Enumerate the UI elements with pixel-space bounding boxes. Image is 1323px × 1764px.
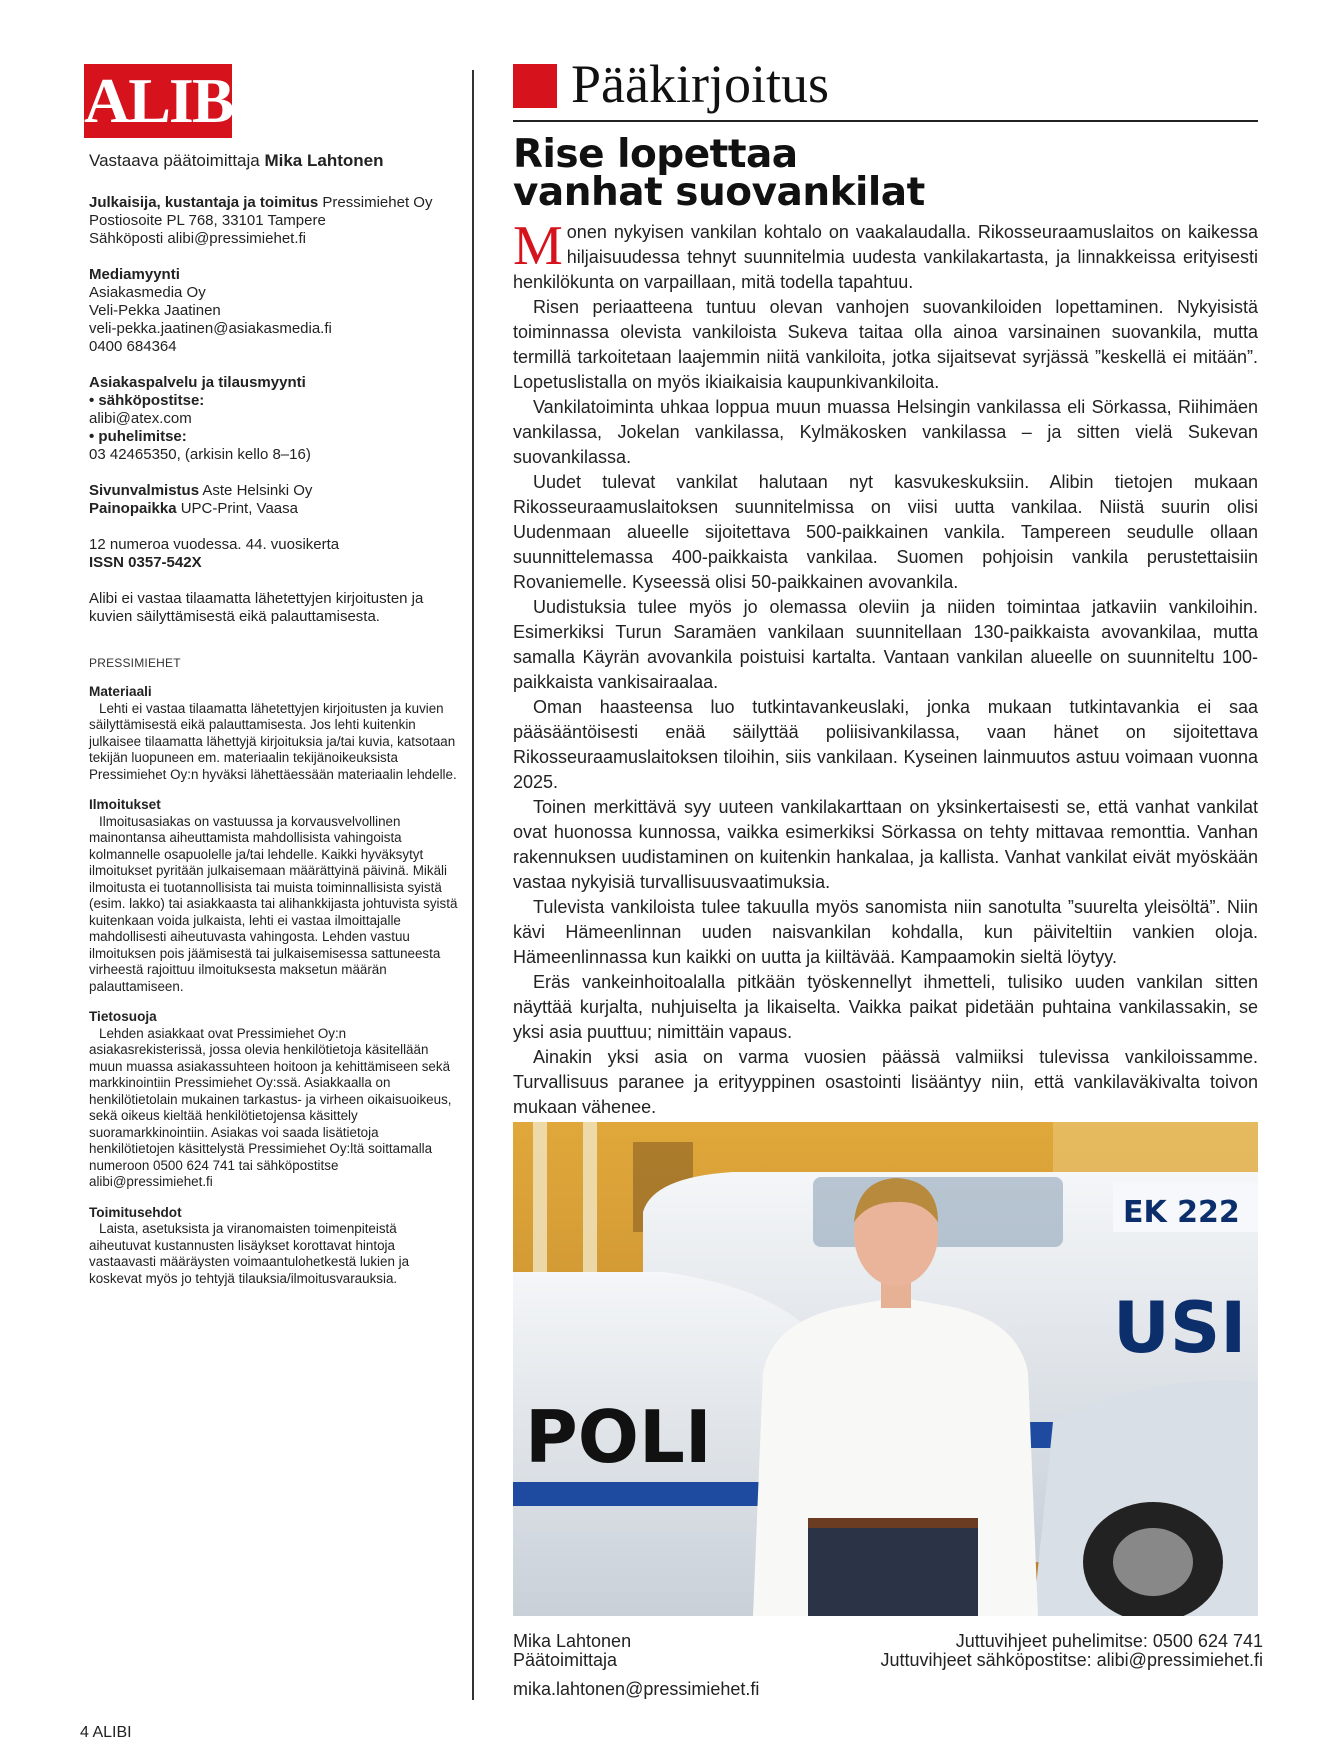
editor-line bbox=[89, 150, 459, 172]
section-header bbox=[513, 56, 1258, 122]
section-title: Pääkirjoitus bbox=[571, 54, 829, 114]
terms-section-ads bbox=[89, 797, 459, 995]
terms-section-delivery bbox=[89, 1205, 459, 1288]
article-paragraph: Oman haasteensa luo tutkintavankeuslaki, jonka mukaan tutkintavankia ei saa pääsääntöisesti enää säilyttää poliisivankilassa, vaan hänet on sijoitettava Rikosseuraamuslaitoksen tiloihin, siis vankilaan. Kyseinen lainmuutos astuu voimaan vuonna 2025. bbox=[513, 697, 1258, 792]
caption-name: Mika Lahtonen bbox=[513, 1631, 632, 1651]
headline-line-2: vanhat suovankilat bbox=[513, 170, 925, 215]
column-divider bbox=[472, 70, 474, 1700]
service-email: alibi@atex.com bbox=[89, 410, 192, 427]
caption-title: Päätoimittaja bbox=[513, 1650, 618, 1670]
section-title: Materiaali bbox=[89, 684, 152, 699]
pressimiehet-heading: PRESSIMIEHET bbox=[89, 656, 181, 670]
media-email: veli-pekka.jaatinen@asiakasmedia.fi bbox=[89, 320, 332, 337]
news-tips bbox=[873, 1632, 1263, 1670]
van-side-text: USI bbox=[1113, 1287, 1247, 1369]
article-paragraph: Risen periaatteena tuntuu olevan vanhojen suovankiloiden lopettaminen. Nykyisistä toiminnassa olevista vankiloista Sukeva taitaa olla ainoa varsinainen suovankila, mutta termillä tarkoitetaan laajemmin niitä vankiloita, jotka sijaitsevat syrjässä ”keskellä ei mitään”. Lopetuslistalla on myös ikiaikaisia kaupunkivankiloita. bbox=[513, 297, 1258, 392]
print-value: UPC-Print, Vaasa bbox=[176, 500, 298, 517]
layout-value: Aste Helsinki Oy bbox=[199, 482, 313, 499]
terms-section-privacy bbox=[89, 1009, 459, 1191]
publisher-block bbox=[89, 194, 459, 248]
article-paragraph: Ainakin yksi asia on varma vuosien päässä valmiiksi tulevissa vankiloissamme. Turvallisuus paranee ja erityyppinen osastointi lisääntyy niin, että vankilaväkivalta toivon mukaan vähenee. bbox=[513, 1047, 1258, 1117]
service-email-label: • sähköpostitse: bbox=[89, 392, 205, 409]
caption-email-link[interactable]: mika.lahtonen@pressimiehet.fi bbox=[513, 1679, 760, 1699]
publisher-email: Sähköposti alibi@pressimiehet.fi bbox=[89, 230, 306, 247]
article-paragraph: Tulevista vankiloista tulee takuulla myös sanomista niin sanotulta ”suurelta yleisöltä”. Niin kävi Hämeenlinnan uuden naisvankilan kohdalla, kun päiviteltiin vankien oloja. Hämeenlinnassa kun kaikki on uutta ja kiiltävää. Kampaamokin sieltä löytyy. bbox=[513, 897, 1258, 967]
paragraph-text: onen nykyisen vankilan kohtalo on vaakalaudalla. Rikosseuraamuslaitos on kaikessa hiljaisuudessa tehnyt suunnitelmia uudesta vankilakartasta, ja linnakkeissa erityisesti henkilökunta on varpaillaan, mitä todella tapahtuu. bbox=[513, 222, 1258, 292]
media-label: Mediamyynti bbox=[89, 266, 180, 283]
article-paragraph: Vankilatoiminta uhkaa loppua muun muassa Helsingin vankilassa eli Sörkassa, Riihimäen vankilassa, Jokelan vankilassa, Kylmäkosken vankilassa – ja sitten vielä Sukevan suovankilassa. bbox=[513, 397, 1258, 467]
service-phone-label: • puhelimitse: bbox=[89, 428, 187, 445]
section-title: Tietosuoja bbox=[89, 1009, 157, 1024]
article-paragraph bbox=[513, 215, 1258, 295]
issues-per-year: 12 numeroa vuodessa. 44. vuosikerta bbox=[89, 536, 340, 553]
disclaimer: Alibi ei vastaa tilaamatta lähetettyjen kirjoitusten ja kuvien säilyttämisestä eikä palauttamisesta. bbox=[89, 590, 424, 625]
section-text: Ilmoitusasiakas on vastuussa ja korvausvelvollinen mainontansa aiheuttamista mahdollisista vahingoista kolmannelle osapuolelle ja/tai lehdelle. Kaikki hyväksytyt ilmoitukset pyritään julkaisemaan määrättyinä päivinä. Mikäli ilmoitusta ei tuotannollisista tai muista toiminnallisista syistä (esim. lakko) tai asiakkaasta tai alihankkijasta johtuvista syistä kuitenkaan voida julkaista, lehti ei vastaa ilmoittajalle mahdollisesti aiheutuvasta vahingosta. Lehden vastuu ilmoituksen pois jäämisestä tai julkaisemisessa sattuneesta virheestä rajoittuu ilmoituksesta maksetun määrän palauttamiseen. bbox=[89, 813, 458, 994]
section-text: Lehden asiakkaat ovat Pressimiehet Oy:n asiakasrekisterissä, jossa olevia henkilötietoja käsitellään muun muassa asiakassuhteen hoitoon ja kehittämiseen sekä markkinointiin Pressimiehet Oy:ssä. Asiakkaalla on henkilötietolain mukainen tarkastus- ja virheen oikaisuoikeus, sekä oikeus kieltää henkilötietojensa käsittely suoramarkkinointiin. Asiakas voi saada lisätietoja henkilötietojen käsittelystä Pressimiehet Oy:ltä soittamalla numeroon 0500 624 741 tai sähköpostitse alibi@pressimiehet.fi bbox=[89, 1025, 452, 1189]
customer-service-block bbox=[89, 374, 459, 464]
red-square-marker bbox=[513, 64, 557, 108]
page-footer: 4 ALIBI bbox=[80, 1724, 132, 1741]
section-text: Laista, asetuksista ja viranomaisten toimenpiteistä aiheutuvat kustannusten lisäykset korottavat hintoja vastaavasti määräysten voimaantulohetkestä lukien ja koskevat myös jo tehtyjä tilauksia/ilmoitusvarauksia. bbox=[89, 1221, 410, 1286]
alibi-logo: ALIBI bbox=[84, 65, 256, 136]
article-paragraph: Toinen merkittävä syy uuteen vankilakarttaan on yksinkertaisesti se, että vanhat vankilat ovat huonossa kunnossa, vaikka esimerkiksi Sörkassa on tehty mittavaa remonttia. Vanhan rakennuksen uudistaminen on kuitenkin hankalaa, ja kallista. Vanhat vankilat eivät myöskään vastaa nykyisiä turvallisuusvaatimuksia. bbox=[513, 797, 1258, 892]
editor-label: Vastaava päätoimittaja bbox=[89, 151, 265, 170]
print-label: Painopaikka bbox=[89, 500, 177, 517]
service-phone: 03 42465350, (arkisin kello 8–16) bbox=[89, 446, 311, 463]
article-body bbox=[513, 215, 1258, 1120]
media-sales-block bbox=[89, 266, 459, 356]
article-headline bbox=[513, 132, 1258, 215]
issn: ISSN 0357-542X bbox=[89, 554, 202, 571]
tips-phone: Juttuvihjeet puhelimitse: 0500 624 741 bbox=[955, 1631, 1263, 1651]
editor-name: Mika Lahtonen bbox=[264, 151, 384, 170]
section-text: Lehti ei vastaa tilaamatta lähetettyjen kirjoitusten ja kuvien säilyttämisestä eikä palauttamisesta. Jos lehti kuitenkin julkaisee tilaamatta lähettyjä kirjoituksia ja/tai kuvia, katsotaan tekijän luopuneen em. materiaalin tekijänoikeuksista Pressimiehet Oy:n hyväksi lähettäessään materiaalin lehdelle. bbox=[89, 700, 457, 782]
terms-section-material bbox=[89, 684, 459, 783]
article-paragraph: Uudet tulevat vankilat halutaan nyt kasvukeskuksiin. Alibin tietojen mukaan Rikosseuraamuslaitoksen suunnitelmissa on viisi uutta vankilaa. Niistä suurin olisi Uudenmaan alueelle sijoitettava 500-paikkainen vankila. Tampereen seudulle ollaan suunnittelemassa 400-paikkaista vankilaa. Suomen pohjoisin vankila perustettaisiin Rovaniemelle. Kyseessä olisi 50-paikkainen avovankila. bbox=[513, 472, 1258, 592]
headline-line-1: Rise lopettaa bbox=[513, 132, 798, 177]
issue-info-block bbox=[89, 536, 459, 572]
police-car-text: POLI bbox=[525, 1395, 712, 1479]
section-title: Ilmoitukset bbox=[89, 797, 161, 812]
layout-label: Sivunvalmistus bbox=[89, 482, 200, 499]
article-paragraph: Eräs vankeinhoitoalalla pitkään työskennellyt ihmetteli, tulisiko uuden vankilan sitten näyttää kurjalta, nuhjuiselta ja likaiselta. Vaikka paikat pidetään puhtaina vankilassakin, se yksi asia puuttuu; nimittäin vapaus. bbox=[513, 972, 1258, 1042]
publisher-label: Julkaisija, kustantaja ja toimitus bbox=[89, 194, 319, 211]
article-paragraph: Uudistuksia tulee myös jo olemassa oleviin ja niiden toimintaa jatkaviin vankiloihin. Esimerkiksi Turun Saramäen vankilaan suunnitellaan 130-paikkaista avovankilaa, mutta samalla Käyrän avovankila poistuisi kartalta. Vantaan vankilan alueelle on suunniteltu 100-paikkaista vankisairaalaa. bbox=[513, 597, 1258, 692]
photo-caption bbox=[513, 1632, 843, 1699]
masthead-column bbox=[89, 150, 459, 1301]
media-company: Asiakasmedia Oy bbox=[89, 284, 206, 301]
service-label: Asiakaspalvelu ja tilausmyynti bbox=[89, 374, 306, 391]
publisher-name: Pressimiehet Oy bbox=[318, 194, 433, 211]
section-title: Toimitusehdot bbox=[89, 1204, 182, 1220]
production-block bbox=[89, 482, 459, 518]
media-person: Veli-Pekka Jaatinen bbox=[89, 302, 221, 319]
tips-email[interactable]: Juttuvihjeet sähköpostitse: alibi@pressimiehet.fi bbox=[880, 1650, 1263, 1670]
media-phone: 0400 684364 bbox=[89, 338, 177, 355]
drop-cap: M bbox=[513, 215, 563, 277]
van-plate-text: EK 222 bbox=[1123, 1195, 1240, 1230]
editor-photo bbox=[513, 1122, 1258, 1616]
publisher-address: Postiosoite PL 768, 33101 Tampere bbox=[89, 212, 326, 229]
